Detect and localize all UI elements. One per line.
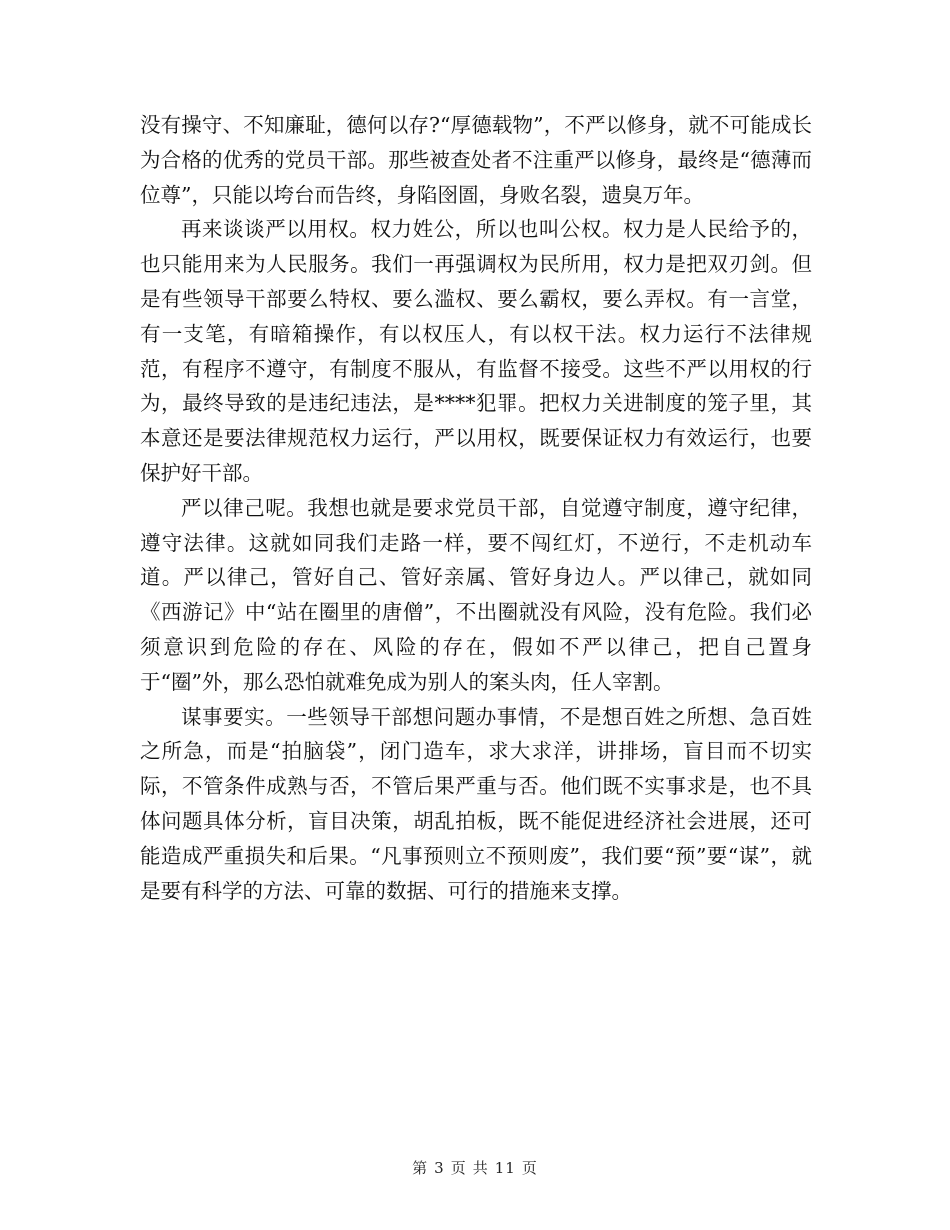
page-footer bbox=[0, 1157, 950, 1178]
footer-total-word: 共 bbox=[472, 1159, 489, 1177]
paragraph-1: 没有操守、不知廉耻，德何以存?“厚德载物”，不严以修身，就不可能成长为合格的优秀的党员干部。那些被查处者不注重严以修身，最终是“德薄而位尊”，只能以垮台而告终，身陷囹圄，身败名裂，遗臭万年。 bbox=[140, 113, 812, 207]
footer-total-pages: 11 bbox=[494, 1159, 516, 1177]
paragraph-2: 再来谈谈严以用权。权力姓公，所以也叫公权。权力是人民给予的，也只能用来为人民服务。我们一再强调权为民所用，权力是把双刃剑。但是有些领导干部要么特权、要么滥权、要么霸权，要么弄权。有一言堂，有一支笔，有暗箱操作，有以权压人，有以权干法。权力运行不法律规范，有程序不遵守，有制度不服从，有监督不接受。这些不严以用权的行为，最终导致的是违纪违法，是****犯罪。把权力关进制度的笼子里，其本意还是要法律规范权力运行，严以用权，既要保证权力有效运行，也要保护好干部。 bbox=[140, 217, 812, 485]
footer-current-page: 3 bbox=[434, 1159, 445, 1177]
paragraph-3: 严以律己呢。我想也就是要求党员干部，自觉遵守制度，遵守纪律，遵守法律。这就如同我们走路一样，要不闯红灯，不逆行，不走机动车道。严以律己，管好自己、管好亲属、管好身边人。严以律己，就如同《西游记》中“站在圈里的唐僧”，不出圈就没有风险，没有危险。我们必须意识到危险的存在、风险的存在，假如不严以律己，把自己置身于“圈”外，那么恐怕就难免成为别人的案头肉，任人宰割。 bbox=[140, 495, 812, 694]
footer-page-word: 页 bbox=[450, 1159, 467, 1177]
paragraph-4: 谋事要实。一些领导干部想问题办事情，不是想百姓之所想、急百姓之所急，而是“拍脑袋”，闭门造车，求大求洋，讲排场，盲目而不切实际，不管条件成熟与否，不管后果严重与否。他们既不实事求是，也不具体问题具体分析，盲目决策，胡乱拍板，既不能促进经济社会进展，还可能造成严重损失和后果。“凡事预则立不预则废”，我们要“预”要“谋”，就是要有科学的方法、可靠的数据、可行的措施来支撑。 bbox=[140, 704, 812, 903]
footer-suffix: 页 bbox=[521, 1159, 538, 1177]
footer-prefix: 第 bbox=[412, 1159, 429, 1177]
body-text bbox=[140, 108, 812, 908]
